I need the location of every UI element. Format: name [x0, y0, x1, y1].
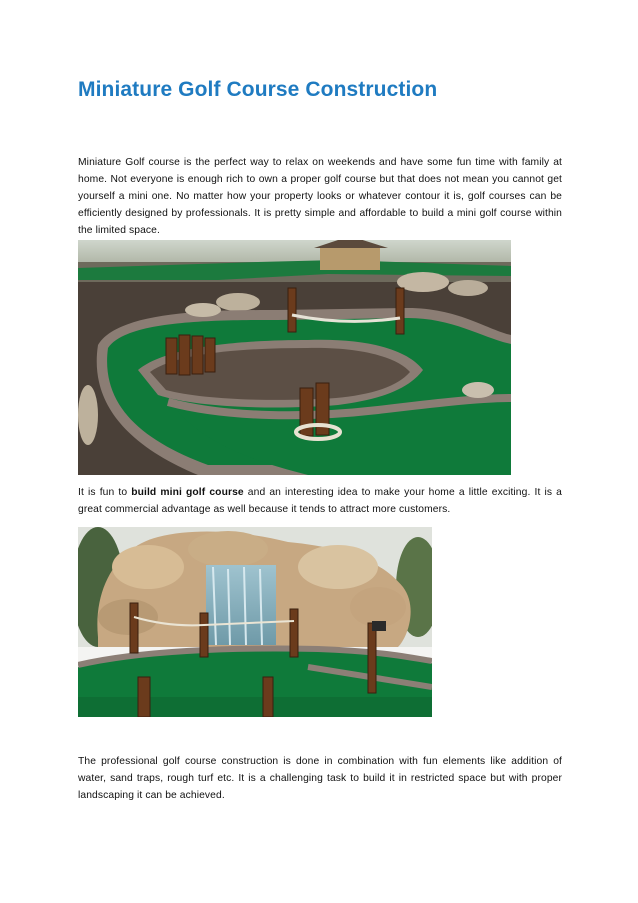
waterfall-golf-photo	[78, 527, 432, 717]
mini-golf-course-photo	[78, 240, 511, 475]
second-paragraph	[78, 484, 562, 518]
paragraph2-text-end: and an interesting idea to make your home a little exciting. It is a great commercial advantage as well because it tends to attract more customers.	[78, 487, 563, 515]
paragraph2-bold-phrase: build mini golf course	[131, 487, 244, 498]
paragraph2-text-start: It is fun to	[78, 487, 132, 498]
intro-paragraph: Miniature Golf course is the perfect way to relax on weekends and have some fun time with family at home. Not everyone is enough rich to own a proper golf course but that does not mean you cannot get yourself a mini one. No matter how your property looks or whatever contour it is, golf courses can be efficiently designed by professionals. It is pretty simple and affordable to build a mini golf course within the limited space.	[78, 157, 562, 236]
page-title: Miniature Golf Course Construction	[78, 78, 438, 101]
closing-paragraph: The professional golf course construction is done in combination with fun elements like addition of water, sand traps, rough turf etc. It is a challenging task to build it in restricted space but with proper landscaping it can be achieved.	[78, 756, 562, 801]
